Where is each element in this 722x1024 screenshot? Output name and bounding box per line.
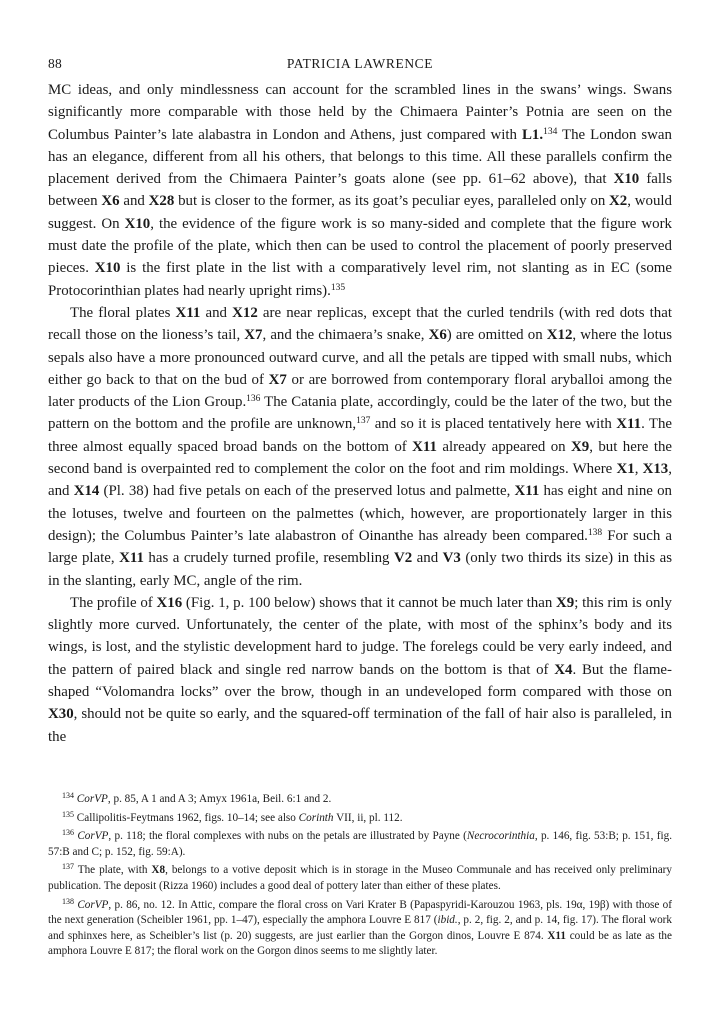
footnote-ref-136[interactable]: 136 [246, 394, 261, 405]
footnote-135: $^{135}$ Callipolitis-Feytmans 1962, figs. 10–14; see also Corinth VII, ii, pl. 112. [62, 809, 403, 824]
footnotes [48, 792, 672, 963]
footnote-ref-138[interactable]: 138 [587, 527, 603, 538]
running-head-author: PATRICIA LAWRENCE [286, 56, 434, 71]
footnote-136: $^{136}$ CorVP, p. 118; the floral complexes with nubs on the petals are illustrated by Payne (Necrocorinthia, p. 146, fig. 53:B; p. 151, fig. 57:B and C; p. 152, fig. 59:A). [48, 828, 673, 858]
footnote-ref-137[interactable]: 137 [356, 416, 371, 427]
paragraph-1: MC ideas, and only mindlessness can account for the scrambled lines in the swans’ wings. Swans significantly more comparable with those held by the Chimaera Painter’s Potnia are seen on the Columbus Painter’s late alabastra in London and Athens, just compared with L1.$^{134}$ The London swan has an elegance, different from all his others, that belongs to this time. All these parallels confirm the placement derived from the Chimaera Painter’s goats alone (see pp. 61–62 above), that X10 falls between X6 and X28 but is closer to the former, as its goat’s peculiar eyes, paralleled only on X2, would suggest. On X10, the evidence of the figure work is so many-sided and complete that the figure work must date the profile of the plate, which then can be used to control the placement of poorly preserved pieces. X10 is the first plate in the list with a comparatively level rim, not slanting as in EC (some Protocorinthian plates had nearly upright rims).$^{135}$ [48, 82, 672, 299]
main-text [48, 79, 672, 748]
footnote-ref-135[interactable]: 135 [330, 282, 346, 293]
footnote-ref-134[interactable]: 134 [543, 126, 558, 137]
paragraph-2: The floral plates X11 and X12 are near replicas, except that the curled tendrils (with red dots that recall those on the lioness’s tail, X7, and the chimaera’s snake, X6) are omitted on X12, where the lotus sepals also have a more pronounced outward curve, and all the petals are tipped with small nubs, which either go back to that on the bud of X7 or are borrowed from contemporary floral aryballoi among the later products of the Lion Group.$^{136}$ The Catania plate, accordingly, could be the later of the two, but the pattern on the bottom and the profile are unknown,$^{137}$ and so it is placed tentatively here with X11. The three almost equally spaced broad bands on the bottom of X11 already appeared on X9, but here the second band is overpainted red to complement the color on the foot and rim moldings. Where X1, X13, and X14 (Pl. 38) had five petals on each of the preserved lotus and palmette, X11 has eight and nine on the lotuses, twelve and fourteen on the palmettes (which, however, are proportionately larger in this design); the Columbus Painter’s late alabastron of Oinanthe has already been compared.$^{138}$ For such a large plate, X11 has a crudely turned profile, resembling V2 and V3 (only two thirds its size) in this as in the slanting, early MC, angle of the rim. [48, 304, 673, 589]
running-header [48, 56, 672, 76]
footnote-134: $^{134}$ CorVP, p. 85, A 1 and A 3; Amyx 1961a, Beil. 6:1 and 2. [62, 791, 332, 805]
page-number: 88 [48, 56, 63, 71]
footnote-137: $^{137}$ The plate, with X8, belongs to a votive deposit which is in storage in the Museo Communale and has received only preliminary publication. The deposit (Rizza 1960) includes a good deal of pottery later than either of these plates. [48, 862, 672, 892]
footnote-138: $^{138}$ CorVP, p. 86, no. 12. In Attic, compare the floral cross on Vari Krater B (Papaspyridi-Karouzou 1963, pls. 19α, 19β) with those of the next generation (Scheibler 1961, pp. 1–47), especially the amphora Louvre E 817 (ibid., p. 2, fig. 2, and p. 14, fig. 17). The floral work and sphinxes here, as Scheibler’s list (p. 20) suggests, are just earlier than the Gorgon dinos, Louvre E 874. X11 could be as late as the amphora Louvre E 817; the floral work on the Gorgon dinos seems to me slightly later. [48, 896, 672, 958]
paragraph-3: The profile of X16 (Fig. 1, p. 100 below) shows that it cannot be much later than X9; this rim is only slightly more curved. Unfortunately, the center of the plate, with most of the sphinx’s body and its wings, is lost, and the stylistic development hard to judge. The forelegs could be very early indeed, and the pattern of paired black and single red narrow bands on the bottom is that of X4. But the flame-shaped “Volomandra locks” over the brow, though in an undeveloped form compared with those on X30, should not be quite so early, and the squared-off termination of the fall of hair also is paralleled, in the [48, 594, 672, 745]
